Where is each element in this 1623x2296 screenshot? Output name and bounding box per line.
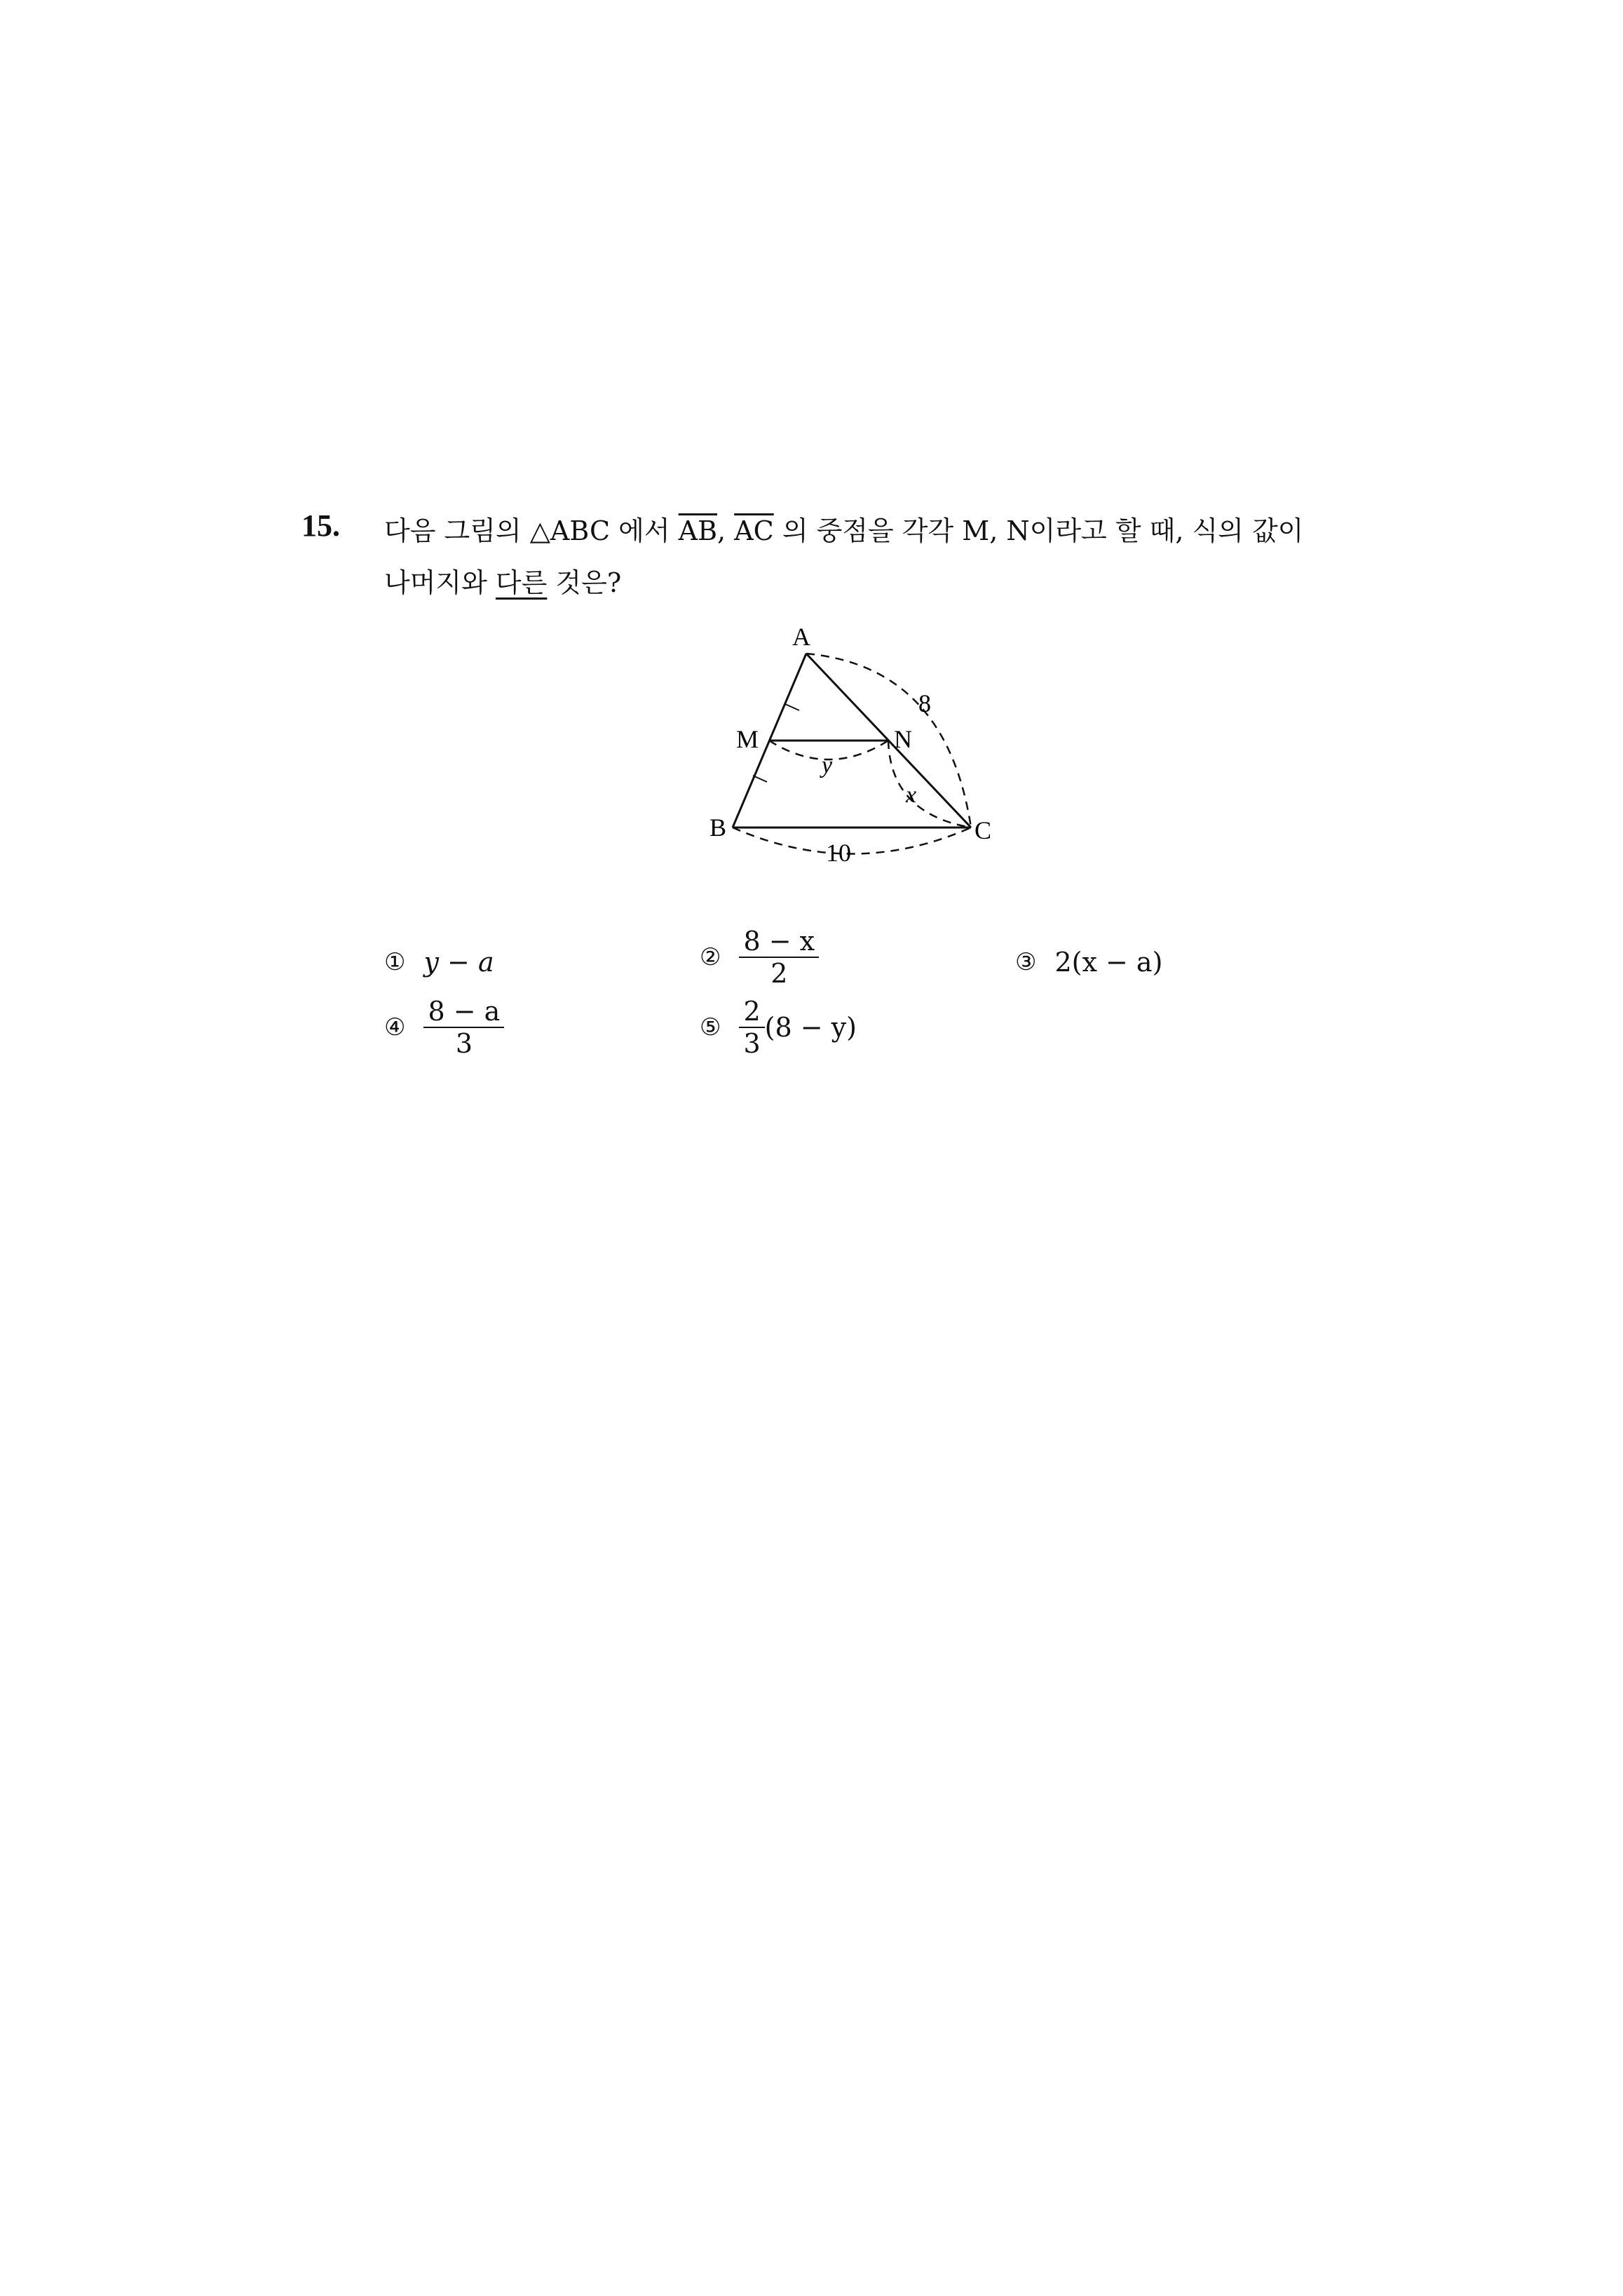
choice-number: ③ bbox=[1015, 948, 1037, 976]
label-a: A bbox=[792, 623, 810, 651]
choice-number: ④ bbox=[384, 1013, 406, 1041]
label-c: C bbox=[975, 816, 992, 844]
fraction bbox=[739, 996, 764, 1059]
fraction bbox=[739, 926, 819, 989]
dimension-arc-bc bbox=[733, 828, 971, 854]
choice-number: ① bbox=[384, 948, 406, 976]
choice-expression: y − a bbox=[423, 947, 494, 978]
stem-text: 나머지와 bbox=[384, 567, 496, 598]
choice-2[interactable] bbox=[700, 926, 819, 989]
tick-mark bbox=[753, 776, 767, 782]
label-m: M bbox=[736, 725, 759, 753]
length-bc: 10 bbox=[826, 839, 851, 867]
triangle-diagram bbox=[687, 610, 1024, 877]
choice-suffix: (8 − y) bbox=[764, 1012, 857, 1043]
label-b: B bbox=[709, 813, 727, 842]
choice-number: ⑤ bbox=[700, 1013, 721, 1041]
numerator: 2 bbox=[739, 996, 764, 1028]
stem-text: , bbox=[717, 515, 735, 546]
choice-3[interactable] bbox=[1015, 947, 1162, 978]
length-nc: x bbox=[906, 782, 917, 808]
label-n: N bbox=[894, 725, 912, 753]
question-number: 15. bbox=[301, 508, 340, 543]
denominator: 3 bbox=[743, 1028, 761, 1059]
segment-ac: $\overline{AC}$ bbox=[734, 515, 774, 546]
underlined-word: 다른 bbox=[495, 567, 548, 598]
choice-number: ② bbox=[700, 943, 721, 971]
stem-text: 것은? bbox=[547, 567, 622, 598]
numerator: 8 − x bbox=[739, 926, 819, 958]
question-stem bbox=[384, 506, 1436, 607]
stem-line-2 bbox=[384, 558, 1436, 607]
denominator: 2 bbox=[770, 958, 788, 989]
choice-expression: 2(x − a) bbox=[1054, 947, 1163, 978]
segment-ab: $\overline{AB}$ bbox=[678, 515, 718, 546]
denominator: 3 bbox=[455, 1028, 473, 1059]
numerator: 8 − a bbox=[423, 996, 504, 1028]
tick-mark bbox=[785, 704, 799, 710]
triangle-figure bbox=[687, 610, 1024, 879]
stem-line-1 bbox=[384, 506, 1436, 555]
choice-4[interactable] bbox=[384, 996, 504, 1059]
stem-text: 의 중점을 각각 M, N이라고 할 때, 식의 값이 bbox=[773, 515, 1304, 546]
choice-1[interactable] bbox=[384, 947, 494, 978]
answer-choices bbox=[384, 926, 1436, 1094]
fraction bbox=[423, 996, 504, 1059]
choice-5[interactable] bbox=[700, 996, 857, 1059]
length-ac: 8 bbox=[918, 689, 931, 717]
stem-text: 다음 그림의 △ABC 에서 bbox=[384, 515, 679, 546]
length-mn: y bbox=[822, 752, 833, 778]
